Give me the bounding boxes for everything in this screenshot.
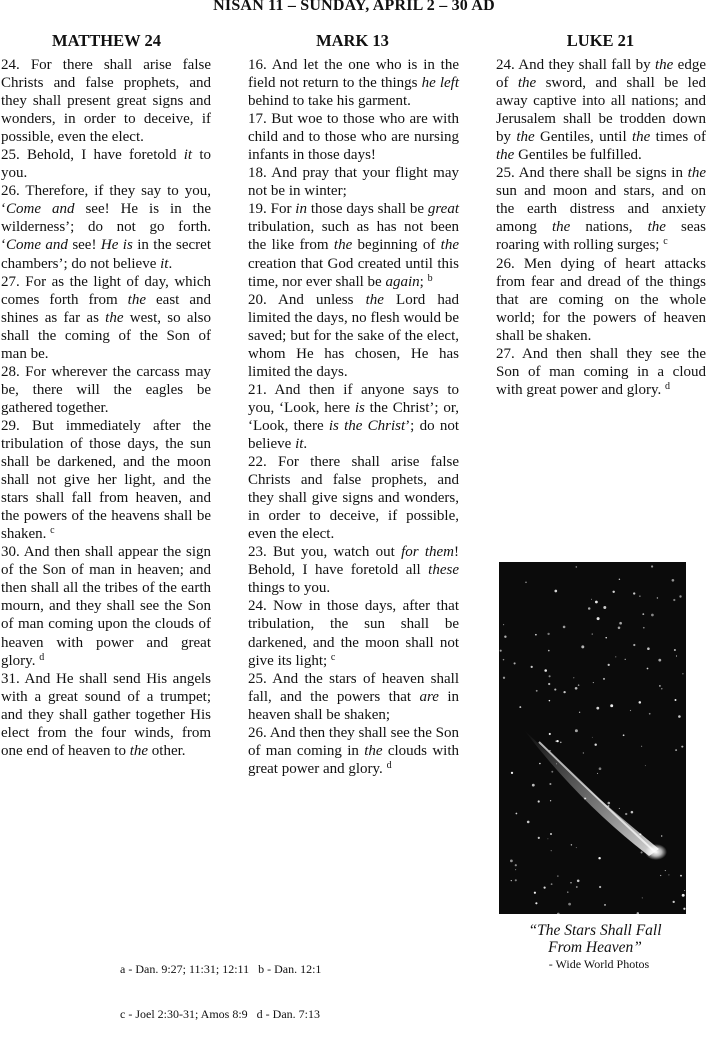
verse-mark-17: 17. But woe to those who are with child and to those who are nursing infants in those days! [248,111,459,164]
luke-heading: LUKE 21 [566,31,635,50]
verse-matthew-26: 26. Therefore, if they say to you, ‘Come and see! He is in the wilderness’; do not go forth. ‘Come and see! He is in the secret chambers’; do not believe it. [1,183,212,272]
verse-mark-18: 18. And pray that your flight may not be in winter; [248,165,459,200]
starfield [500,565,686,914]
verse-luke-26: 26. Men dying of heart attacks from fear and dread of the things that are coming on the whole world; for the powers of heaven shall be shaken. [496,255,706,344]
verse-mark-16: 16. And let the one who is in the field not return to the things he left behind to take his garment. [248,57,459,110]
comet-head [645,844,667,860]
comet-image [499,562,686,914]
verse-mark-19: 19. For in those days shall be great tribulation, such as has not been the like from the beginning of the creation that God created until this time, nor ever shall be again; $^b$ [248,201,459,290]
verse-luke-27: 27. And then shall they see the Son of man coming in a cloud with great power and glory. $^d$ [496,345,706,398]
verse-matthew-31: 31. And He shall send His angels with a great sound of a trumpet; and they shall gather together His elect from the four winds, from one end of heaven to the other. [1,670,211,759]
verse-mark-26: 26. And then they shall see the Son of man coming in the clouds with great power and glory. $^d$ [248,724,459,777]
footnote-line-1: a - Dan. 9:27; 11:31; 12:11 b - Dan. 12:1 [120,962,322,976]
verse-matthew-28: 28. For wherever the carcass may be, there will the eagles be gathered together. [1,363,211,416]
verse-mark-23: 23. But you, watch out for them! Behold, I have foretold all these things to you. [248,544,460,597]
verse-matthew-25: 25. Behold, I have foretold it to you. [1,147,212,182]
verse-mark-25: 25. And the stars of heaven shall fall, and the powers that are in heaven shall be shaken; [248,670,459,723]
verse-matthew-24: 24. For there shall arise false Christs and false prophets, and they shall present great signs and wonders, in order to deceive, if possible, even the elect. [1,57,211,146]
verse-mark-22: 22. For there shall arise false Christs and false prophets, and they shall give signs and wonders, in order to deceive, if possible, even the elect. [248,454,459,543]
verse-mark-21: 21. And then if anyone says to you, ‘Look, here is the Christ’; or, ‘Look, there is the Christ’; do not believe it. [248,381,460,452]
matthew-column [1,56,211,760]
verse-matthew-29: 29. But immediately after the tribulation of those days, the sun shall be darkened, and the moon shall not give her light, and the stars shall fall from heaven, and the powers of the heavens shall be shaken. $^c$ [1,417,211,543]
mark-column [248,56,459,778]
footnote-line-2: c - Joel 2:30-31; Amos 8:9 d - Dan. 7:13 [120,1007,320,1021]
photo-caption [520,922,670,956]
luke-column [496,56,706,399]
verse-luke-25: 25. And there shall be signs in the sun and moon and stars, and on the earth distress and anxiety among the nations, the seas roaring with rolling surges; $^c$ [496,165,706,254]
footnotes [120,932,321,1037]
verse-matthew-27: 27. For as the light of day, which comes forth from the east and shines as far as the west, so also shall the coming of the Son of man be. [1,273,211,362]
caption-line-2: From Heaven” [548,939,642,956]
verse-mark-20: 20. And unless the Lord had limited the days, no flesh would be saved; but for the sake of the elect, whom He has chosen, He has limited the days. [248,291,459,380]
verse-luke-24: 24. And they shall fall by the edge of the sword, and shall be led away captive into all nations; and Jerusalem shall be trodden down by the Gentiles, until the times of the Gentiles be fulfilled. [496,57,707,164]
mark-heading: MARK 13 [316,31,389,50]
verse-matthew-30: 30. And then shall appear the sign of the Son of man in heaven; and then shall all the tribes of the earth mourn, and they shall see the Son of man coming upon the clouds of heaven with power and great glory. $^d$ [1,544,211,669]
caption-line-1: “The Stars Shall Fall [528,922,662,939]
page-title: NISAN 11 – SUNDAY, APRIL 2 – 30 AD [213,0,495,14]
photo-credit: - Wide World Photos [548,957,650,971]
comet-photo [499,562,686,914]
verse-mark-24: 24. Now in those days, after that tribulation, the sun shall be darkened, and the moon shall not give its light; $^c$ [248,598,459,669]
matthew-heading: MATTHEW 24 [52,31,161,50]
